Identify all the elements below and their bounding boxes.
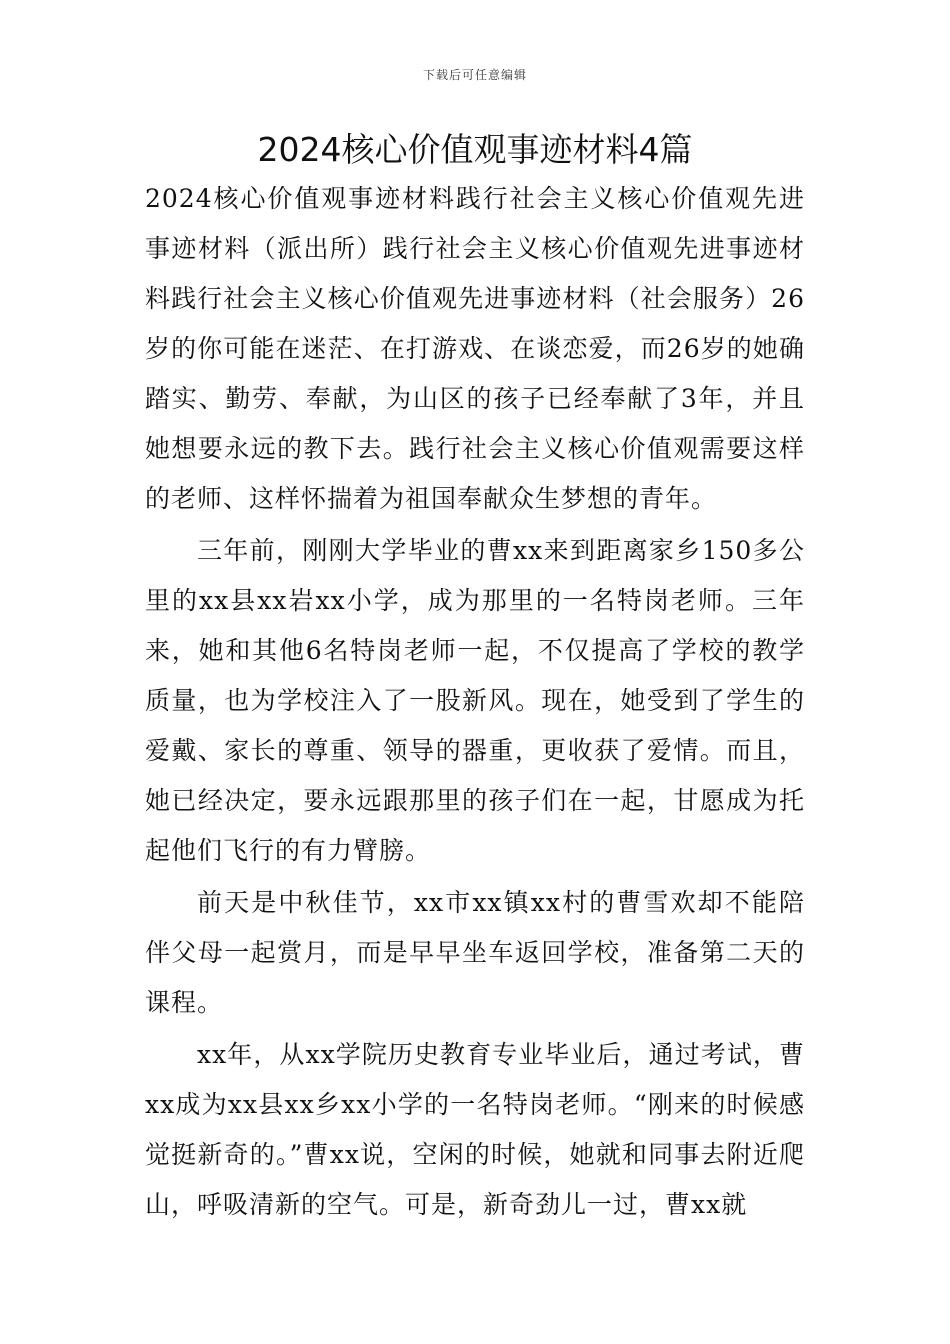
paragraph-2: 三年前，刚刚大学毕业的曹xx来到距离家乡150多公里的xx县xx岩xx小学，成为那里的一名特岗老师。三年来，她和其他6名特岗老师一起，不仅提高了学校的教学质量，也为学校注入了一股新风。现在，她受到了学生的爱戴、家长的尊重、领导的器重，更收获了爱情。而且，她已经决定，要永远跟那里的孩子们在一起，甘愿成为托起他们飞行的有力臂膀。 xyxy=(145,536,805,865)
paragraph-intro: 2024核心价值观事迹材料践行社会主义核心价值观先进事迹材料（派出所）践行社会主义核心价值观先进事迹材料践行社会主义核心价值观先进事迹材料（社会服务）26岁的你可能在迷茫、在打游戏、在谈恋爱，而26岁的她确踏实、勤劳、奉献，为山区的孩子已经奉献了3年，并且她想要永远的教下去。践行社会主义核心价值观需要这样的老师、这样怀揣着为祖国奉献众生梦想的青年。 xyxy=(145,184,805,513)
document-title: 2024核心价值观事迹材料4篇 xyxy=(257,130,693,169)
document-body xyxy=(145,174,805,1230)
paragraph-4: xx年，从xx学院历史教育专业毕业后，通过考试，曹xx成为xx县xx乡xx小学的一名特岗老师。“刚来的时候感觉挺新奇的。”曹xx说，空闲的时候，她就和同事去附近爬山，呼吸清新的空气。可是，新奇劲儿一过，曹xx就 xyxy=(145,1040,805,1219)
header-note: 下载后可任意编辑 xyxy=(422,68,527,82)
paragraph-3: 前天是中秋佳节，xx市xx镇xx村的曹雪欢却不能陪伴父母一起赏月，而是早早坐车返回学校，准备第二天的课程。 xyxy=(145,888,805,1017)
